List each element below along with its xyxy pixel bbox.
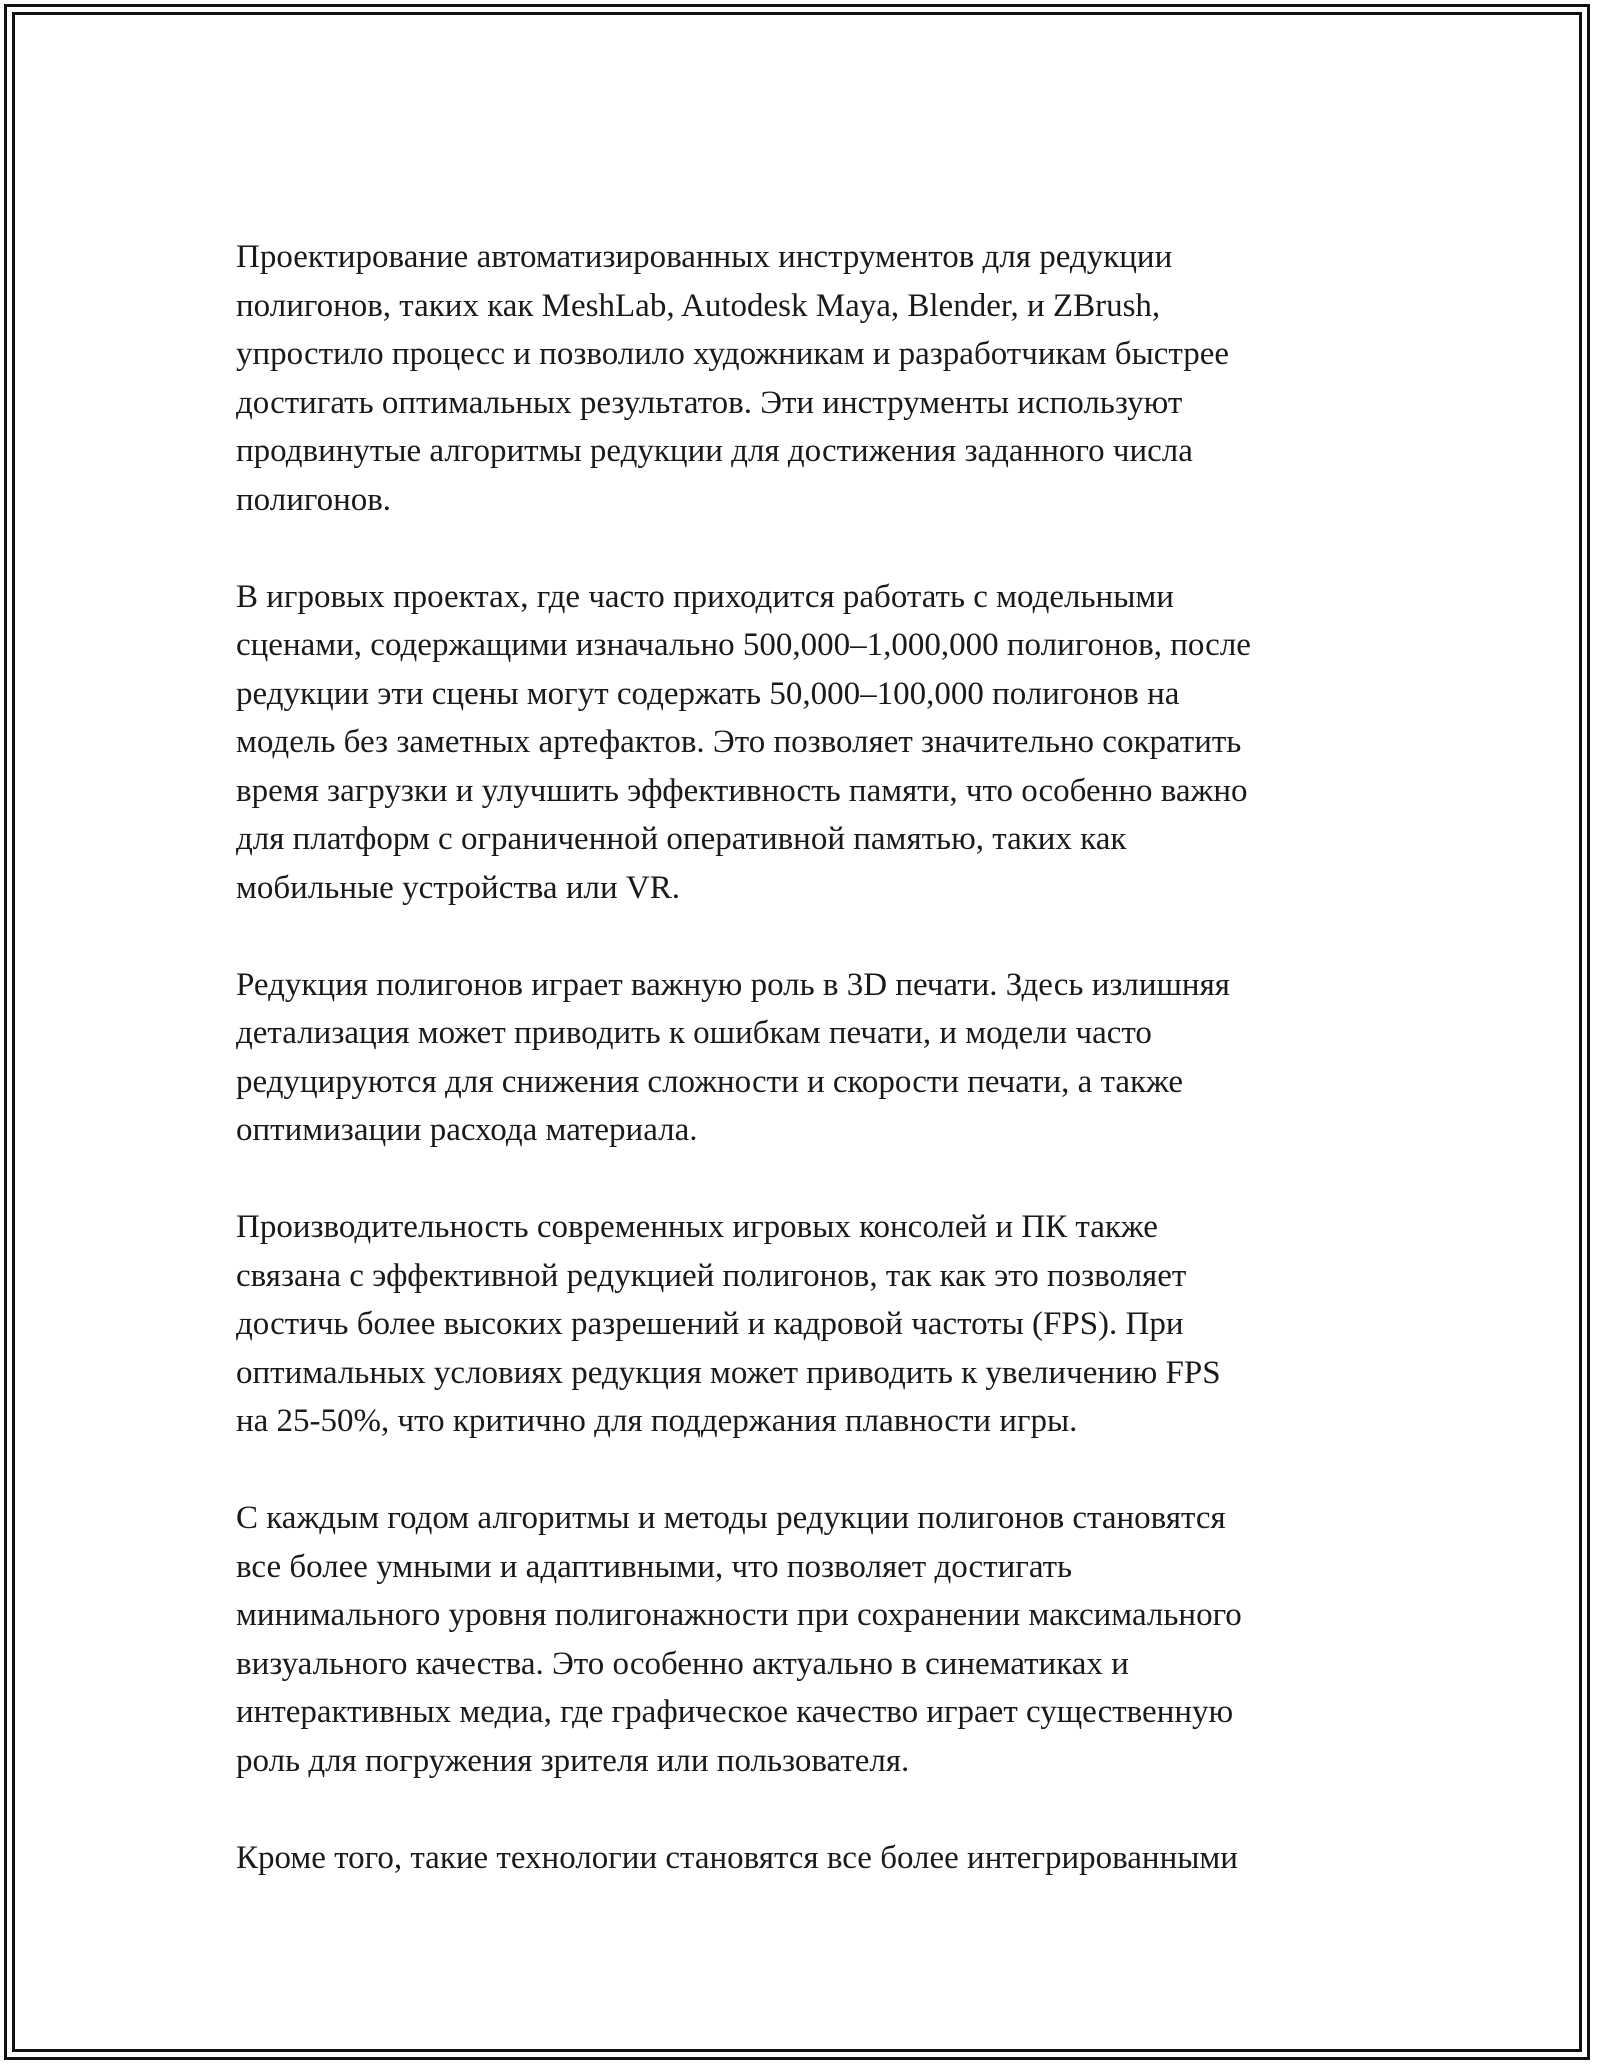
paragraph-polygon-reduction-tools xyxy=(236,233,1406,524)
document-body xyxy=(236,233,1406,1931)
text-line: роль для погружения зрителя или пользователя. xyxy=(236,1742,910,1779)
text-line: минимального уровня полигонажности при сохранении максимального xyxy=(236,1597,1242,1633)
text-line: интерактивных медиа, где графическое качество играет существенную xyxy=(236,1694,1234,1730)
text-line: В игровых проектах, где часто приходится работать с модельными xyxy=(236,578,1174,615)
paragraph-3d-printing xyxy=(236,961,1406,1155)
text-line: все более умными и адаптивными, что позволяет достигать xyxy=(236,1548,1073,1585)
text-line: Редукция полигонов играет важную роль в 3D печати. Здесь излишняя xyxy=(236,966,1230,1003)
paragraph-adaptive-algorithms xyxy=(236,1494,1406,1785)
paragraph-console-performance xyxy=(236,1203,1406,1446)
text-line: сценами, содержащими изначально 500,000–1,000,000 полигонов, после xyxy=(236,627,1251,663)
text-line: полигонов, таких как MeshLab, Autodesk Maya, Blender, и ZBrush, xyxy=(236,287,1161,324)
paragraph-integration xyxy=(236,1834,1406,1883)
text-line: редуцируются для снижения сложности и скорости печати, а также xyxy=(236,1063,1184,1100)
text-line: мобильные устройства или VR. xyxy=(236,869,680,906)
text-line: визуального качества. Это особенно актуально в синематиках и xyxy=(236,1645,1129,1682)
text-line: полигонов. xyxy=(236,481,392,518)
text-line: Производительность современных игровых консолей и ПК также xyxy=(236,1209,1158,1245)
text-line: оптимальных условиях редукция может приводить к увеличению FPS xyxy=(236,1354,1221,1391)
text-line: модель без заметных артефактов. Это позволяет значительно сократить xyxy=(236,724,1242,760)
text-line: для платформ с ограниченной оперативной памятью, таких как xyxy=(236,821,1127,857)
text-line: достичь более высоких разрешений и кадровой частоты (FPS). При xyxy=(236,1306,1184,1342)
paragraph-game-projects xyxy=(236,573,1406,913)
text-line: достигать оптимальных результатов. Эти инструменты используют xyxy=(236,384,1183,421)
text-line: редукции эти сцены могут содержать 50,000–100,000 полигонов на xyxy=(236,675,1180,712)
text-line: связана с эффективной редукцией полигонов, так как это позволяет xyxy=(236,1257,1187,1294)
text-line: продвинутые алгоритмы редукции для достижения заданного числа xyxy=(236,433,1193,469)
text-line: время загрузки и улучшить эффективность памяти, что особенно важно xyxy=(236,772,1248,809)
text-line: Проектирование автоматизированных инструментов для редукции xyxy=(236,239,1173,275)
text-line: Кроме того, такие технологии становятся все более интегрированными xyxy=(236,1839,1238,1876)
text-line: на 25-50%, что критично для поддержания плавности игры. xyxy=(236,1403,1078,1439)
text-line: С каждым годом алгоритмы и методы редукции полигонов становятся xyxy=(236,1500,1226,1536)
text-line: упростило процесс и позволило художникам и разработчикам быстрее xyxy=(236,336,1230,372)
text-line: оптимизации расхода материала. xyxy=(236,1112,698,1148)
text-line: детализация может приводить к ошибкам печати, и модели часто xyxy=(236,1015,1152,1051)
